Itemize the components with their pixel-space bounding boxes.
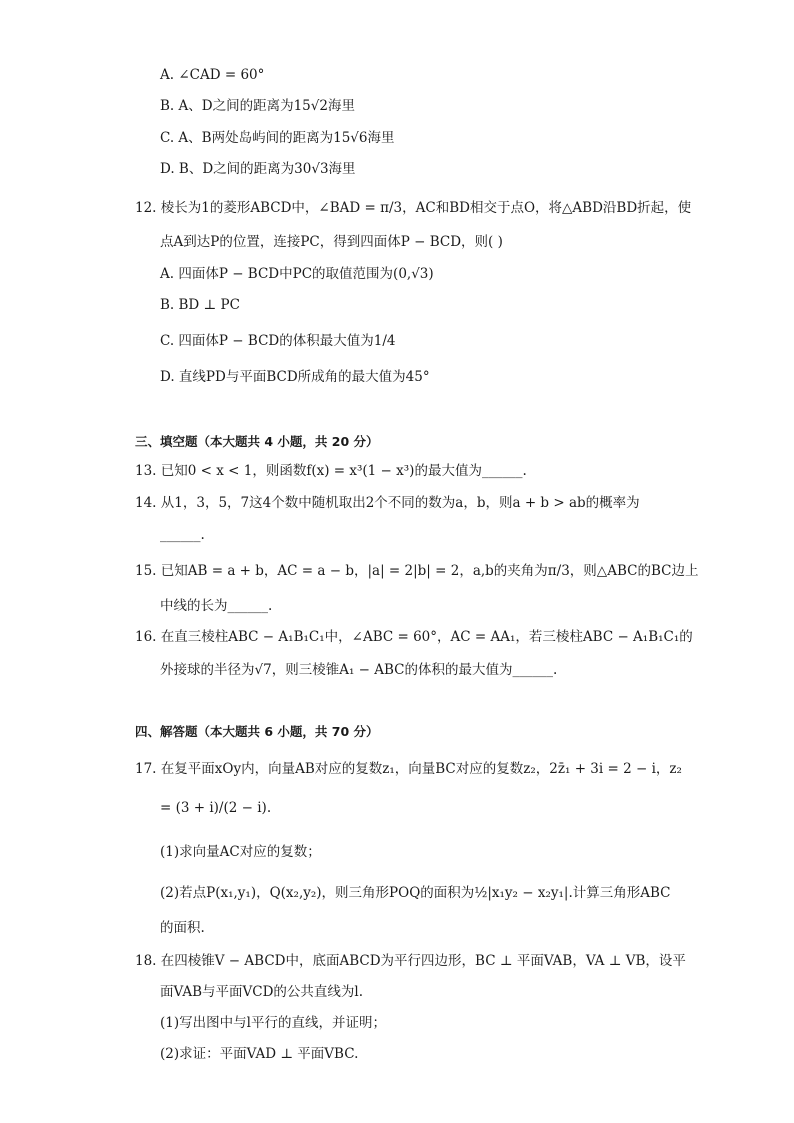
q15-line1: 15. 已知AB = a + b，AC = a − b，|a| = 2|b| = 2，a,b的夹角为π/3，则△ABC的BC边上 (135, 563, 699, 579)
section4-heading: 四、解答题（本大题共 6 小题，共 70 分） (135, 724, 379, 739)
section3-heading: 三、填空题（本大题共 4 小题，共 20 分） (135, 434, 379, 449)
q14-line1: 14. 从1，3，5，7这4个数中随机取出2个不同的数为a，b，则a + b > ab的概率为 (135, 495, 640, 511)
q12-option-c: C. 四面体P − BCD的体积最大值为1/4 (160, 333, 396, 349)
q13: 13. 已知0 < x < 1，则函数f(x) = x³(1 − x³)的最大值为______. (135, 463, 527, 479)
q12-option-b: B. BD ⊥ PC (160, 297, 240, 313)
q18-part1: (1)写出图中与l平行的直线，并证明； (160, 1015, 386, 1031)
q17-line1: 17. 在复平面xOy内，向量AB对应的复数z₁，向量BC对应的复数z₂，2z̄₁ + 3i = 2 − i，z₂ (135, 761, 682, 777)
q17-part1: (1)求向量AC对应的复数； (160, 844, 321, 860)
q12-stem-line1: 12. 棱长为1的菱形ABCD中，∠BAD = π/3，AC和BD相交于点O，将△ABD沿BD折起，使 (135, 200, 692, 216)
q18-line1: 18. 在四棱锥V − ABCD中，底面ABCD为平行四边形，BC ⊥ 平面VAB，VA ⊥ VB，设平 (135, 953, 686, 969)
q17-part2-line2: 的面积. (160, 920, 205, 936)
q12-stem-line2: 点A到达P的位置，连接PC，得到四面体P − BCD，则( ) (160, 234, 503, 250)
q15-line2: 中线的长为______. (160, 598, 273, 614)
q17-part2-line1: (2)若点P(x₁,y₁)，Q(x₂,y₂)，则三角形POQ的面积为½|x₁y₂ − x₂y₁|.计算三角形ABC (160, 885, 671, 901)
q16-line2: 外接球的半径为√7，则三棱锥A₁ − ABC的体积的最大值为______. (160, 662, 558, 678)
q17-line2: = (3 + i)/(2 − i). (160, 800, 272, 816)
q12-option-d: D. 直线PD与平面BCD所成角的最大值为45° (160, 369, 430, 385)
q18-line2: 面VAB与平面VCD的公共直线为l. (160, 984, 364, 1000)
q11-option-a: A. ∠CAD = 60° (160, 67, 265, 83)
q16-line1: 16. 在直三棱柱ABC − A₁B₁C₁中，∠ABC = 60°，AC = AA₁，若三棱柱ABC − A₁B₁C₁的 (135, 629, 693, 645)
q14-line2: ______. (160, 527, 205, 543)
q12-option-a: A. 四面体P − BCD中PC的取值范围为(0,√3) (160, 266, 434, 282)
q11-option-c: C. A、B两处岛屿间的距离为15√6海里 (160, 130, 395, 146)
q11-option-d: D. B、D之间的距离为30√3海里 (160, 161, 356, 177)
q18-part2: (2)求证：平面VAD ⊥ 平面VBC. (160, 1046, 359, 1062)
q11-option-b: B. A、D之间的距离为15√2海里 (160, 98, 355, 114)
